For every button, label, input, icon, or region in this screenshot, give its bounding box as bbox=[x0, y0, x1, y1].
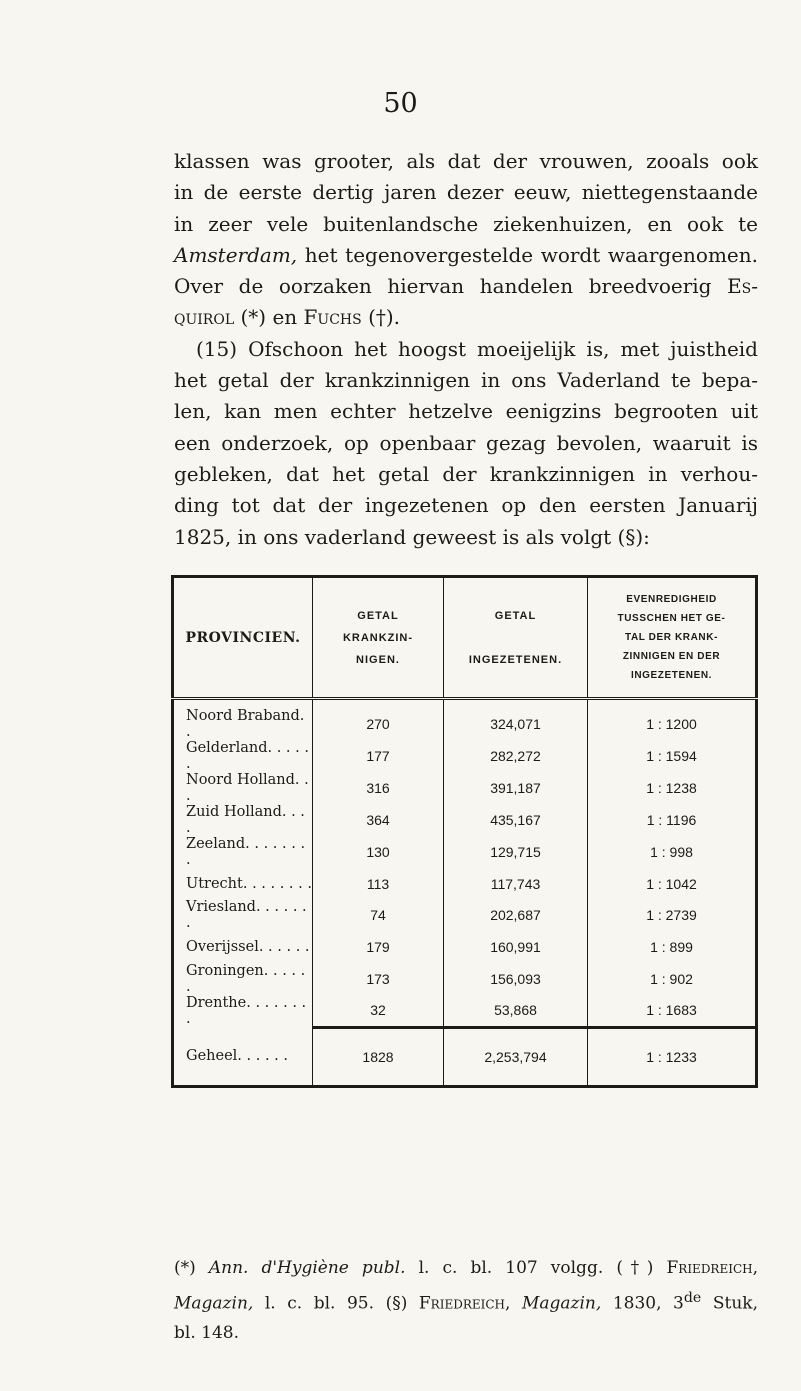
text-fragment: en bbox=[272, 305, 298, 330]
text-line: in de eerste dertig jaren dezer eeuw, niettegenstaande bbox=[174, 180, 758, 205]
table-row bbox=[173, 995, 757, 1028]
text-line: len, kan men echter hetzelve eenigzins begrooten uit bbox=[174, 399, 758, 424]
footnote-ref-2: (†). bbox=[368, 305, 401, 330]
footnote-mark: (§) bbox=[385, 1293, 408, 1314]
footnote-mark: (†) bbox=[616, 1258, 654, 1278]
text-line bbox=[174, 302, 758, 333]
table-row bbox=[173, 740, 757, 772]
footnote-line bbox=[174, 1254, 758, 1284]
ingezetenen-count: 282,272 bbox=[444, 740, 588, 772]
author-esquirol-part2: quirol bbox=[174, 305, 235, 330]
footnote-ref-1: (*) bbox=[240, 305, 267, 330]
krankzinnigen-count: 364 bbox=[313, 804, 444, 836]
text-line: het getal der krankzinnigen in ons Vaderland te bepa- bbox=[174, 368, 758, 393]
table-row bbox=[173, 804, 757, 836]
table-row bbox=[173, 772, 757, 804]
footnote-title: Magazin, bbox=[174, 1293, 254, 1314]
footnotes bbox=[174, 1254, 758, 1348]
text-line: ding tot dat der ingezetenen op den eersten Januarij bbox=[174, 493, 758, 518]
header-line: GETAL bbox=[494, 609, 537, 622]
ingezetenen-count: 324,071 bbox=[444, 699, 588, 741]
statistics-table bbox=[171, 575, 758, 1088]
krankzinnigen-count: 177 bbox=[313, 740, 444, 772]
header-line: GETAL bbox=[357, 609, 399, 622]
province-name: Noord Braband. . bbox=[186, 708, 305, 740]
ratio: 1 : 1200 bbox=[588, 699, 757, 741]
header-line: EVENREDIGHEID bbox=[626, 594, 717, 605]
text-line: klassen was grooter, als dat der vrouwen, zooals ook bbox=[174, 149, 758, 173]
header-line: KRANKZIN- bbox=[342, 631, 414, 644]
text-line bbox=[174, 271, 758, 302]
table-row bbox=[173, 699, 757, 741]
header-evenredigheid bbox=[588, 577, 757, 699]
text-fragment: Over de oorzaken hiervan handelen breedvoerig bbox=[174, 274, 712, 299]
ratio: 1 : 1042 bbox=[588, 868, 757, 899]
text-line: 1825, in ons vaderland geweest is als volgt (§): bbox=[174, 524, 650, 549]
footnote-author: Friedreich, bbox=[418, 1293, 511, 1314]
header-line: TUSSCHEN HET GE- bbox=[617, 613, 726, 624]
table-row bbox=[173, 868, 757, 899]
province-name: Drenthe. . . . . . . . bbox=[186, 994, 307, 1027]
krankzinnigen-count: 32 bbox=[313, 995, 444, 1028]
province-name: Overijssel. . . . . . bbox=[186, 938, 310, 955]
krankzinnigen-count: 130 bbox=[313, 836, 444, 868]
text-line: in zeer vele buitenlandsche ziekenhuizen, en ook te bbox=[174, 211, 758, 236]
ratio: 1 : 1683 bbox=[588, 995, 757, 1028]
text-line: (15) Ofschoon het hoogst moeijelijk is, met juistheid bbox=[196, 336, 758, 361]
ratio: 1 : 1238 bbox=[588, 772, 757, 804]
ingezetenen-count: 435,167 bbox=[444, 804, 588, 836]
ingezetenen-count: 53,868 bbox=[444, 995, 588, 1028]
province-name: Zuid Holland. . . . bbox=[186, 804, 305, 836]
place-name-amsterdam: Amsterdam, bbox=[174, 242, 298, 267]
total-ratio: 1 : 1233 bbox=[588, 1027, 757, 1086]
text-line bbox=[174, 240, 758, 271]
krankzinnigen-count: 173 bbox=[313, 963, 444, 995]
province-name: Vriesland. . . . . . . bbox=[186, 899, 307, 932]
text-line: gebleken, dat het getal der krankzinnigen in verhou- bbox=[174, 461, 758, 486]
author-fuchs: Fuchs bbox=[303, 305, 362, 330]
ratio: 1 : 998 bbox=[588, 836, 757, 868]
ratio: 1 : 1196 bbox=[588, 804, 757, 836]
footnote-line bbox=[174, 1284, 758, 1319]
header-provincien: PROVINCIEN. bbox=[173, 577, 313, 699]
footnote-title: Magazin, bbox=[521, 1293, 602, 1314]
text-fragment: het tegenovergestelde wordt waargenomen. bbox=[304, 242, 759, 267]
province-name: Groningen. . . . . . bbox=[186, 962, 306, 995]
header-line: NIGEN. bbox=[356, 653, 400, 666]
body-text bbox=[174, 146, 758, 553]
ingezetenen-count: 391,187 bbox=[444, 772, 588, 804]
ratio: 1 : 899 bbox=[588, 931, 757, 962]
table-row bbox=[173, 931, 757, 962]
province-name: Zeeland. . . . . . . . bbox=[186, 836, 306, 868]
footnote-title: Ann. d'Hygiène publ. bbox=[208, 1258, 406, 1278]
total-row bbox=[173, 1027, 757, 1086]
ratio: 1 : 1594 bbox=[588, 740, 757, 772]
krankzinnigen-count: 74 bbox=[313, 899, 444, 931]
total-krankzinnigen: 1828 bbox=[313, 1027, 444, 1086]
ingezetenen-count: 117,743 bbox=[444, 868, 588, 899]
page-number: 50 bbox=[383, 88, 418, 119]
province-name: Noord Holland. . . bbox=[186, 772, 309, 804]
krankzinnigen-count: 316 bbox=[313, 772, 444, 804]
ratio: 1 : 902 bbox=[588, 963, 757, 995]
krankzinnigen-count: 179 bbox=[313, 931, 444, 962]
footnote-ref: 1830, 3 bbox=[612, 1293, 684, 1314]
table-row bbox=[173, 963, 757, 995]
author-esquirol-part1: Es- bbox=[727, 274, 759, 299]
header-getal-krankzinnigen bbox=[313, 577, 444, 699]
ingezetenen-count: 156,093 bbox=[444, 963, 588, 995]
header-line: TAL DER KRANK- bbox=[624, 632, 719, 643]
province-name: Utrecht. . . . . . . . bbox=[186, 875, 312, 892]
krankzinnigen-count: 270 bbox=[313, 699, 444, 741]
table-row bbox=[173, 899, 757, 931]
footnote-line: bl. 148. bbox=[174, 1322, 239, 1343]
footnote-ref: l. c. bl. 95. bbox=[264, 1293, 375, 1314]
ingezetenen-count: 160,991 bbox=[444, 931, 588, 962]
footnote-ref: l. c. bl. 107 volgg. bbox=[418, 1258, 604, 1278]
ratio: 1 : 2739 bbox=[588, 899, 757, 931]
header-line: ZINNIGEN EN DER bbox=[622, 651, 721, 662]
province-name: Gelderland. . . . . . bbox=[186, 740, 309, 772]
total-label: Geheel. . . . . . bbox=[186, 1048, 289, 1065]
ingezetenen-count: 202,687 bbox=[444, 899, 588, 931]
table-row bbox=[173, 836, 757, 868]
footnote-ref: Stuk, bbox=[712, 1293, 758, 1314]
text-line: een onderzoek, op openbaar gezag bevolen, waaruit is bbox=[174, 430, 758, 455]
header-line: INGEZETENEN. bbox=[468, 653, 563, 666]
footnote-mark: (*) bbox=[174, 1258, 196, 1278]
ingezetenen-count: 129,715 bbox=[444, 836, 588, 868]
footnote-author: Friedreich, bbox=[666, 1258, 759, 1278]
krankzinnigen-count: 113 bbox=[313, 868, 444, 899]
header-getal-ingezetenen bbox=[444, 577, 588, 699]
footnote-sup: de bbox=[683, 1289, 702, 1306]
total-ingezetenen: 2,253,794 bbox=[444, 1027, 588, 1086]
header-line: INGEZETENEN. bbox=[630, 670, 713, 681]
